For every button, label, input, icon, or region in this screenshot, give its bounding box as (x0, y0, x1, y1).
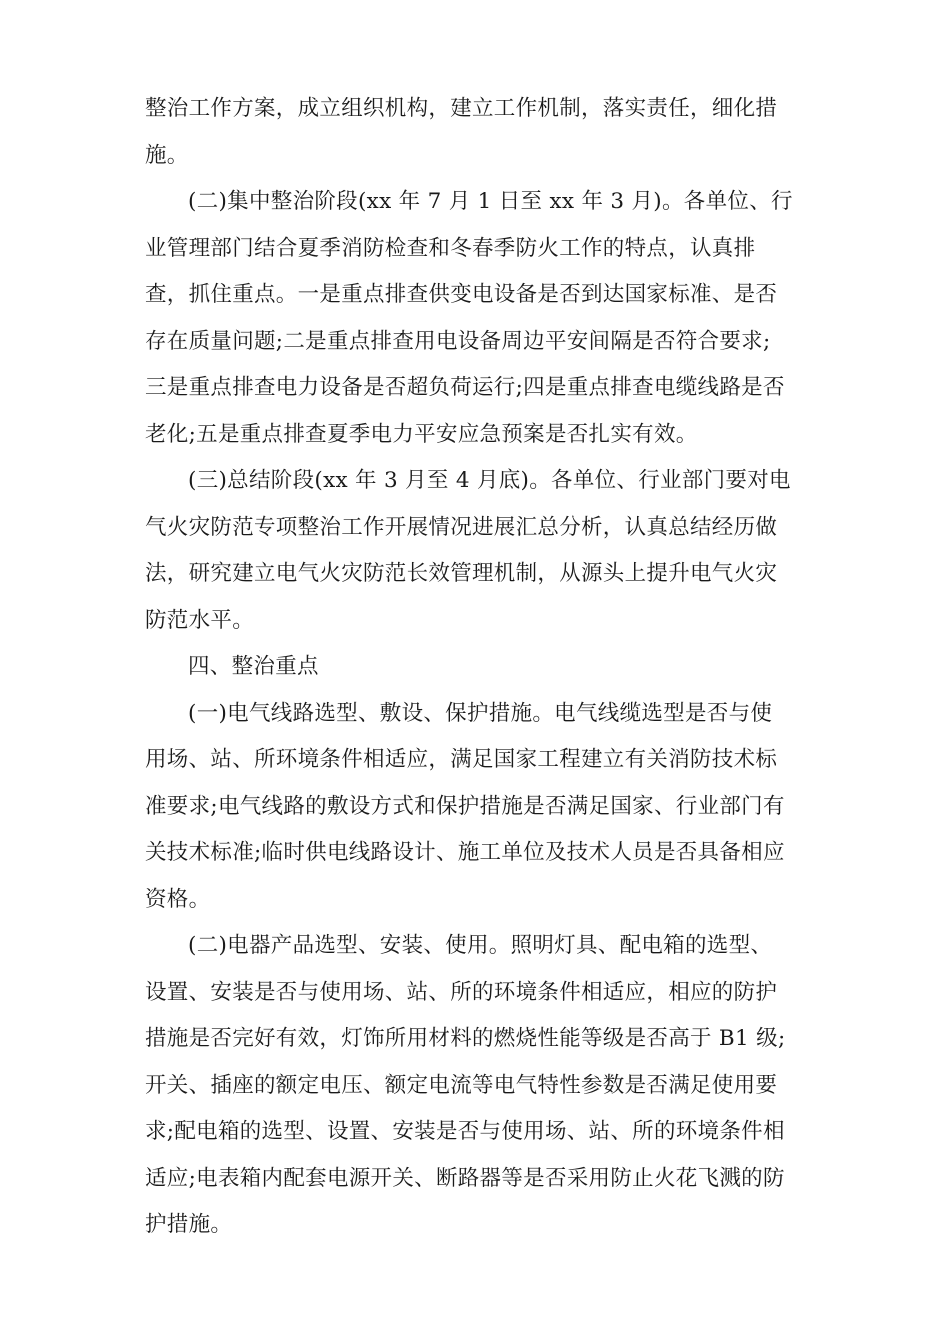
text-line: 存在质量问题;二是重点排查用电设备周边平安间隔是否符合要求; (145, 328, 771, 354)
text-line: 准要求;电气线路的敷设方式和保护措施是否满足国家、行业部门有 (145, 793, 785, 819)
text-line: 护措施。 (145, 1212, 233, 1237)
paragraph-start-line: (二)集中整治阶段(xx 年 7 月 1 日至 xx 年 3 月)。各单位、行 (188, 189, 793, 214)
text-line: 法，研究建立电气火灾防范长效管理机制，从源头上提升电气火灾 (145, 561, 778, 586)
text-line: 设置、安装是否与使用场、站、所的环境条件相适应，相应的防护 (145, 979, 778, 1005)
text-line: 查，抓住重点。一是重点排查供变电设备是否到达国家标准、是否 (145, 282, 778, 307)
document-body (145, 86, 810, 1249)
text-line: 老化;五是重点排查夏季电力平安应急预案是否扎实有效。 (145, 421, 698, 447)
section-heading: 四、整治重点 (188, 654, 319, 679)
paragraph-start-line: (一)电气线路选型、敷设、保护措施。电气线缆选型是否与使 (188, 700, 773, 726)
paragraph-start-line: (三)总结阶段(xx 年 3 月至 4 月底)。各单位、行业部门要对电 (188, 468, 791, 493)
text-line: 防范水平。 (145, 607, 255, 633)
text-line: 资格。 (145, 886, 211, 912)
text-line: 适应;电表箱内配套电源开关、断路器等是否采用防止火花飞溅的防 (145, 1165, 785, 1191)
text-line: 关技术标准;临时供电线路设计、施工单位及技术人员是否具备相应 (145, 840, 785, 865)
text-line: 开关、插座的额定电压、额定电流等电气特性参数是否满足使用要 (145, 1072, 778, 1098)
text-line: 气火灾防范专项整治工作开展情况进展汇总分析，认真总结经历做 (145, 514, 778, 540)
text-line: 业管理部门结合夏季消防检查和冬春季防火工作的特点，认真排 (145, 235, 756, 261)
text-line: 三是重点排查电力设备是否超负荷运行;四是重点排查电缆线路是否 (145, 375, 785, 400)
text-line: 用场、站、所环境条件相适应，满足国家工程建立有关消防技术标 (145, 747, 778, 772)
text-line: 求;配电箱的选型、设置、安装是否与使用场、站、所的环境条件相 (145, 1119, 785, 1144)
text-line: 整治工作方案，成立组织机构，建立工作机制，落实责任，细化措 (145, 96, 778, 121)
text-line: 施。 (145, 142, 189, 168)
text-line: 措施是否完好有效，灯饰所用材料的燃烧性能等级是否高于 B1 级; (145, 1026, 786, 1051)
paragraph-start-line: (二)电器产品选型、安装、使用。照明灯具、配电箱的选型、 (188, 933, 773, 958)
